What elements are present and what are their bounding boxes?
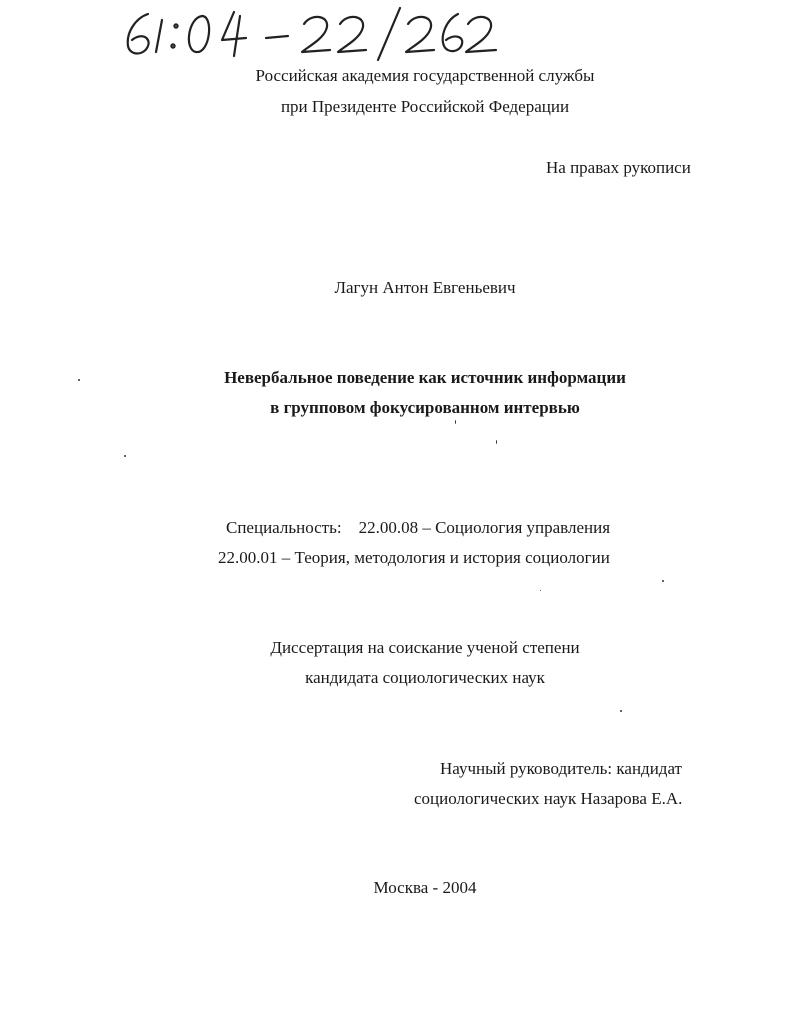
institution-line-2: при Президенте Российской Федерации (280, 97, 570, 116)
scan-speck (540, 590, 541, 591)
scan-speck (662, 580, 664, 582)
degree-line-2: кандидата социологических наук (305, 668, 545, 687)
place-year: Москва - 2004 (373, 878, 477, 897)
scan-speck (620, 710, 622, 712)
supervisor-line-1: Научный руководитель: кандидат (440, 759, 682, 778)
specialty-row-1 (226, 518, 610, 538)
handwritten-archive-number (118, 2, 508, 64)
scan-speck (455, 420, 456, 424)
scan-speck (78, 379, 80, 381)
specialty-code-2: 22.00.01 – Теория, методология и история социологии (218, 548, 610, 567)
scan-speck (124, 455, 126, 457)
institution-line-1: Российская академия государственной службы (255, 66, 595, 85)
degree-line-1: Диссертация на соискание ученой степени (270, 638, 580, 657)
scan-speck (496, 440, 497, 444)
supervisor-line-2: социологических наук Назарова Е.А. (414, 789, 683, 808)
manuscript-rights: На правах рукописи (546, 158, 691, 177)
author-name: Лагун Антон Евгеньевич (334, 278, 516, 297)
title-line-1: Невербальное поведение как источник информации (224, 368, 626, 387)
specialty-label: Специальность: (226, 518, 342, 537)
specialty-code-1: 22.00.08 – Социология управления (358, 518, 611, 537)
title-line-2: в групповом фокусированном интервью (270, 398, 580, 417)
